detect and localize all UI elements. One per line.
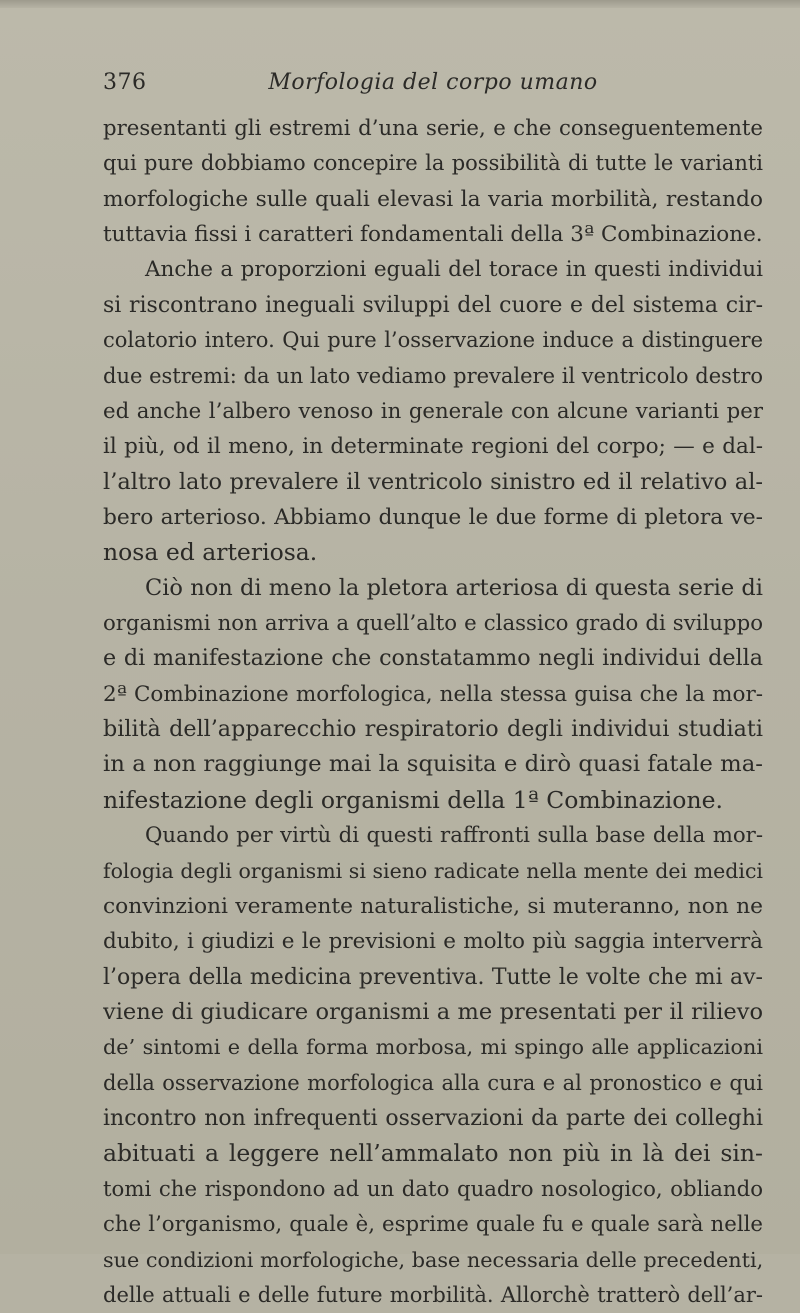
running-title: Morfologia del corpo umano xyxy=(268,70,598,95)
text-line: abituati a leggere nell’ammalato non più in là dei sin- xyxy=(103,1139,763,1168)
text-line: tomi che rispondono ad un dato quadro nosologico, obliando xyxy=(103,1176,763,1202)
text-line: morfologiche sulle quali elevasi la varia morbilità, restando xyxy=(103,186,763,212)
text-line: qui pure dobbiamo concepire la possibilità di tutte le varianti xyxy=(103,151,763,176)
text-line: tuttavia fissi i caratteri fondamentali della 3ª Combinazione. xyxy=(103,222,763,248)
text-line: bero arterioso. Abbiamo dunque le due forme di pletora ve- xyxy=(103,504,763,530)
text-line: presentanti gli estremi d’una serie, e che conseguentemente xyxy=(103,116,763,141)
text-line: il più, od il meno, in determinate regioni del corpo; — e dal- xyxy=(103,434,763,460)
paragraph-2 xyxy=(103,252,763,570)
text-line: incontro non infrequenti osservazioni da parte dei colleghi xyxy=(103,1106,763,1132)
text-line: bilità dell’apparecchio respiratorio degli individui studiati xyxy=(103,716,763,743)
text-line: Ciò non di meno la pletora arteriosa di questa serie di xyxy=(145,574,763,601)
text-line: che l’organismo, quale è, esprime quale fu e quale sarà nelle xyxy=(103,1212,763,1238)
text-line: nosa ed arteriosa. xyxy=(103,538,318,567)
page-header xyxy=(103,70,763,104)
text-line: della osservazione morfologica alla cura e al pronostico e qui xyxy=(103,1070,763,1095)
text-line: colatorio intero. Qui pure l’osservazione induce a distinguere xyxy=(103,328,763,353)
text-line: de’ sintomi e della forma morbosa, mi spingo alle applicazioni xyxy=(103,1035,763,1060)
page-number: 376 xyxy=(103,70,147,95)
body-text xyxy=(103,111,763,1313)
text-line: sue condizioni morfologiche, base necessaria delle precedenti, xyxy=(103,1247,763,1272)
paragraph-4 xyxy=(103,818,763,1313)
text-line: Anche a proporzioni eguali del torace in questi individui xyxy=(145,257,763,283)
text-line: Quando per virtù di questi raffronti sulla base della mor- xyxy=(145,823,763,849)
text-line: due estremi: da un lato vediamo prevalere il ventricolo destro xyxy=(103,363,763,388)
paragraph-1 xyxy=(103,111,763,252)
text-line: fologia degli organismi si sieno radicate nella mente dei medici xyxy=(103,858,763,883)
text-line: e di manifestazione che constatammo negli individui della xyxy=(103,645,763,672)
text-line: organismi non arriva a quell’alto e classico grado di sviluppo xyxy=(103,611,763,637)
text-line: nifestazione degli organismi della 1ª Combinazione. xyxy=(103,785,723,814)
text-line: dubito, i giudizi e le previsioni e molto più saggia interverrà xyxy=(103,929,763,955)
text-line: viene di giudicare organismi a me presentati per il rilievo xyxy=(103,998,763,1025)
text-line: 2ª Combinazione morfologica, nella stessa guisa che la mor- xyxy=(103,681,763,707)
text-line: l’altro lato prevalere il ventricolo sinistro ed il relativo al- xyxy=(103,468,763,495)
text-line: si riscontrano ineguali sviluppi del cuore e del sistema cir- xyxy=(103,292,763,318)
text-line: delle attuali e delle future morbilità. Allorchè tratterò dell’ar- xyxy=(103,1282,763,1307)
text-line: ed anche l’albero venoso in generale con alcune varianti per xyxy=(103,398,763,424)
page-top-edge xyxy=(0,0,800,8)
paragraph-3 xyxy=(103,571,763,819)
text-line: in a non raggiunge mai la squisita e dirò quasi fatale ma- xyxy=(103,751,763,778)
text-line: l’opera della medicina preventiva. Tutte le volte che mi av- xyxy=(103,964,763,990)
text-line: convinzioni veramente naturalistiche, si muteranno, non ne xyxy=(103,893,763,919)
